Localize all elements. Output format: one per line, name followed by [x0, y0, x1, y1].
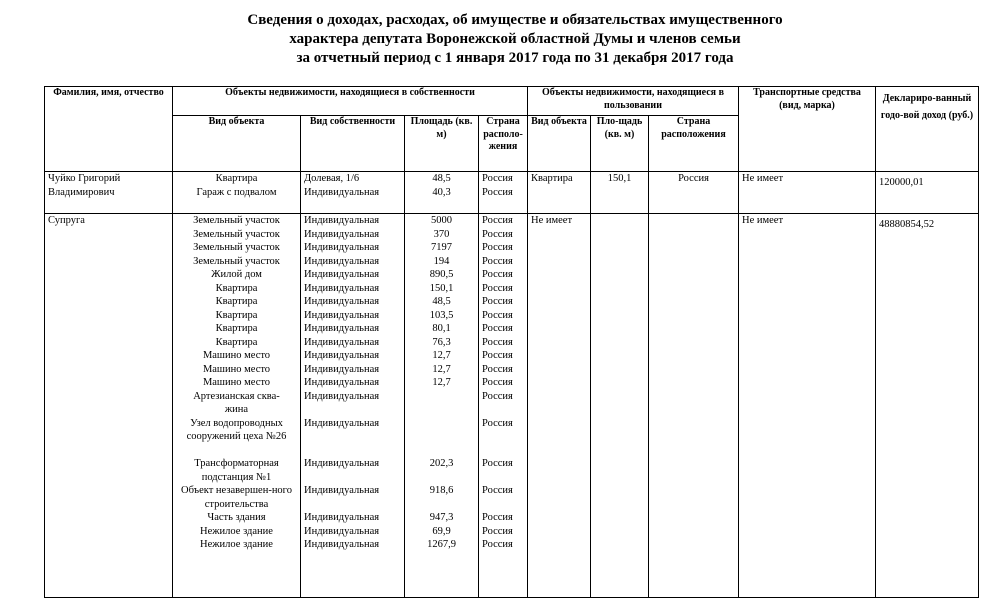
list-item: Индивидуальная	[304, 485, 380, 496]
table-row	[45, 214, 979, 598]
declaration-table	[44, 86, 979, 598]
transport-cell: Не имеет	[739, 214, 876, 598]
list-item: Индивидуальная	[304, 539, 380, 550]
list-item: 202,3	[429, 458, 454, 469]
list-item: Россия	[482, 282, 513, 294]
list-item: Россия	[482, 215, 513, 226]
list-item: Машино место	[202, 350, 271, 361]
list-item: Россия	[482, 458, 513, 469]
list-item: Россия	[482, 377, 513, 388]
owned-type-cell	[173, 172, 301, 214]
list-item: 947,3	[429, 512, 454, 523]
transport-cell: Не имеет	[739, 172, 876, 214]
list-item: Объект незавершен-ного строительства	[181, 485, 292, 510]
used-area-cell: 150,1	[591, 172, 649, 214]
list-item: Земельный участок	[193, 255, 280, 267]
list-item: Долевая, 1/6	[304, 173, 360, 184]
used-area-cell	[591, 214, 649, 598]
list-item: 80,1	[432, 323, 451, 334]
list-item: Индивидуальная	[304, 309, 380, 321]
list-item: 12,7	[432, 363, 451, 375]
title-line-1: Сведения о доходах, расходах, об имуществе и обязательствах имущественного	[247, 12, 783, 28]
list-item: Россия	[482, 417, 513, 429]
list-item: 370	[433, 228, 450, 240]
used-type-cell: Не имеет	[528, 214, 591, 598]
header-owned-ownership: Вид собственности	[301, 116, 405, 172]
list-item: Индивидуальная	[304, 186, 380, 198]
owned-country-cell	[479, 214, 528, 598]
list-item: Индивидуальная	[304, 269, 380, 280]
list-item: Нежилое здание	[200, 525, 273, 537]
list-item: Земельный участок	[193, 228, 280, 240]
list-item: Индивидуальная	[304, 512, 380, 523]
list-item: Жилой дом	[211, 269, 262, 280]
list-item: 918,6	[429, 485, 454, 496]
list-item: Россия	[482, 539, 513, 550]
list-item: Гараж с подвалом	[196, 186, 277, 198]
list-item: Нежилое здание	[200, 539, 273, 550]
list-item: Россия	[482, 255, 513, 267]
header-owned-country: Страна располо-жения	[479, 116, 528, 172]
list-item: Индивидуальная	[304, 282, 380, 294]
list-item: Узел водопроводных сооружений цеха №26	[186, 417, 287, 442]
header-transport: Транспортные средства (вид, марка)	[739, 87, 876, 172]
list-item: 103,5	[429, 309, 454, 321]
list-item: 48,5	[432, 296, 451, 307]
table-row	[45, 172, 979, 214]
list-item: Квартира	[215, 323, 258, 334]
used-country-cell	[649, 214, 739, 598]
list-item: 890,5	[429, 269, 454, 280]
owned-type-cell	[173, 214, 301, 598]
owned-ownership-cell	[301, 172, 405, 214]
list-item: Россия	[482, 228, 513, 240]
list-item: Индивидуальная	[304, 377, 380, 388]
title-line-3: за отчетный период с 1 января 2017 года по 31 декабря 2017 года	[296, 50, 734, 66]
list-item: Индивидуальная	[304, 417, 380, 429]
header-owned-area: Площадь (кв. м)	[405, 116, 479, 172]
list-item: Россия	[482, 336, 513, 348]
list-item	[408, 390, 475, 417]
document-title	[0, 11, 1000, 68]
list-item: Россия	[482, 186, 513, 198]
header-owned-type: Вид объекта	[173, 116, 301, 172]
list-item: Индивидуальная	[304, 242, 380, 253]
owned-country-cell	[479, 172, 528, 214]
list-item: 5000	[431, 215, 452, 226]
income-cell: 120000,01	[876, 172, 979, 214]
used-type-cell: Квартира	[528, 172, 591, 214]
income-cell: 48880854,52	[876, 214, 979, 598]
list-item: Россия	[482, 296, 513, 307]
list-item: Земельный участок	[193, 242, 280, 253]
header-used-group: Объекты недвижимости, находящиеся в пользовании	[528, 87, 739, 116]
title-line-2: характера депутата Воронежской областной Думы и членов семьи	[289, 31, 741, 47]
list-item: Россия	[482, 390, 513, 402]
list-item: 7197	[431, 242, 452, 253]
list-item: Индивидуальная	[304, 228, 380, 240]
list-item: Машино место	[202, 377, 271, 388]
person-name: Супруга	[45, 214, 173, 598]
header-name: Фамилия, имя, отчество	[45, 87, 173, 172]
list-item: 48,5	[432, 173, 451, 184]
list-item: Индивидуальная	[304, 458, 380, 469]
list-item: 150,1	[429, 282, 454, 294]
list-item: Россия	[482, 269, 513, 280]
list-item: Индивидуальная	[304, 215, 380, 226]
list-item: Россия	[482, 309, 513, 321]
list-item: Индивидуальная	[304, 255, 380, 267]
list-item: 1267,9	[427, 539, 456, 550]
header-owned-group: Объекты недвижимости, находящиеся в собственности	[173, 87, 528, 116]
list-item: Квартира	[215, 309, 258, 321]
header-income: Деклариро-ванный годо-вой доход (руб.)	[876, 87, 979, 172]
header-used-type: Вид объекта	[528, 116, 591, 172]
list-item: Квартира	[215, 296, 258, 307]
list-item: Россия	[482, 363, 513, 375]
list-item: Индивидуальная	[304, 350, 380, 361]
list-item	[408, 417, 475, 458]
list-item: 76,3	[432, 336, 451, 348]
list-item: Россия	[482, 173, 513, 184]
list-item: Индивидуальная	[304, 363, 380, 375]
list-item: Машино место	[202, 363, 271, 375]
list-item: Трансформаторная подстанция №1	[194, 458, 279, 483]
used-country-cell: Россия	[649, 172, 739, 214]
list-item: Часть здания	[207, 512, 266, 523]
list-item: Россия	[482, 512, 513, 523]
list-item: Россия	[482, 485, 513, 496]
list-item: 40,3	[432, 186, 451, 198]
list-item: 12,7	[432, 377, 451, 388]
list-item: Россия	[482, 242, 513, 253]
header-used-country: Страна расположения	[649, 116, 739, 172]
list-item: Россия	[482, 350, 513, 361]
owned-ownership-cell	[301, 214, 405, 598]
owned-area-cell	[405, 214, 479, 598]
list-item: Квартира	[215, 173, 258, 184]
list-item: Индивидуальная	[304, 525, 380, 537]
list-item: 69,9	[432, 525, 451, 537]
owned-area-cell	[405, 172, 479, 214]
list-item: Квартира	[215, 336, 258, 348]
header-used-area: Пло-щадь (кв. м)	[591, 116, 649, 172]
list-item: Индивидуальная	[304, 336, 380, 348]
list-item: Россия	[482, 323, 513, 334]
list-item: Артезианская сква-жина	[193, 390, 280, 415]
list-item: Индивидуальная	[304, 323, 380, 334]
list-item: 12,7	[432, 350, 451, 361]
list-item: Квартира	[215, 282, 258, 294]
list-item: Земельный участок	[193, 215, 280, 226]
list-item: Индивидуальная	[304, 296, 380, 307]
person-name: Чуйко Григорий Владимирович	[45, 172, 173, 214]
list-item: 194	[433, 255, 450, 267]
list-item: Россия	[482, 525, 513, 537]
list-item: Индивидуальная	[304, 390, 380, 402]
